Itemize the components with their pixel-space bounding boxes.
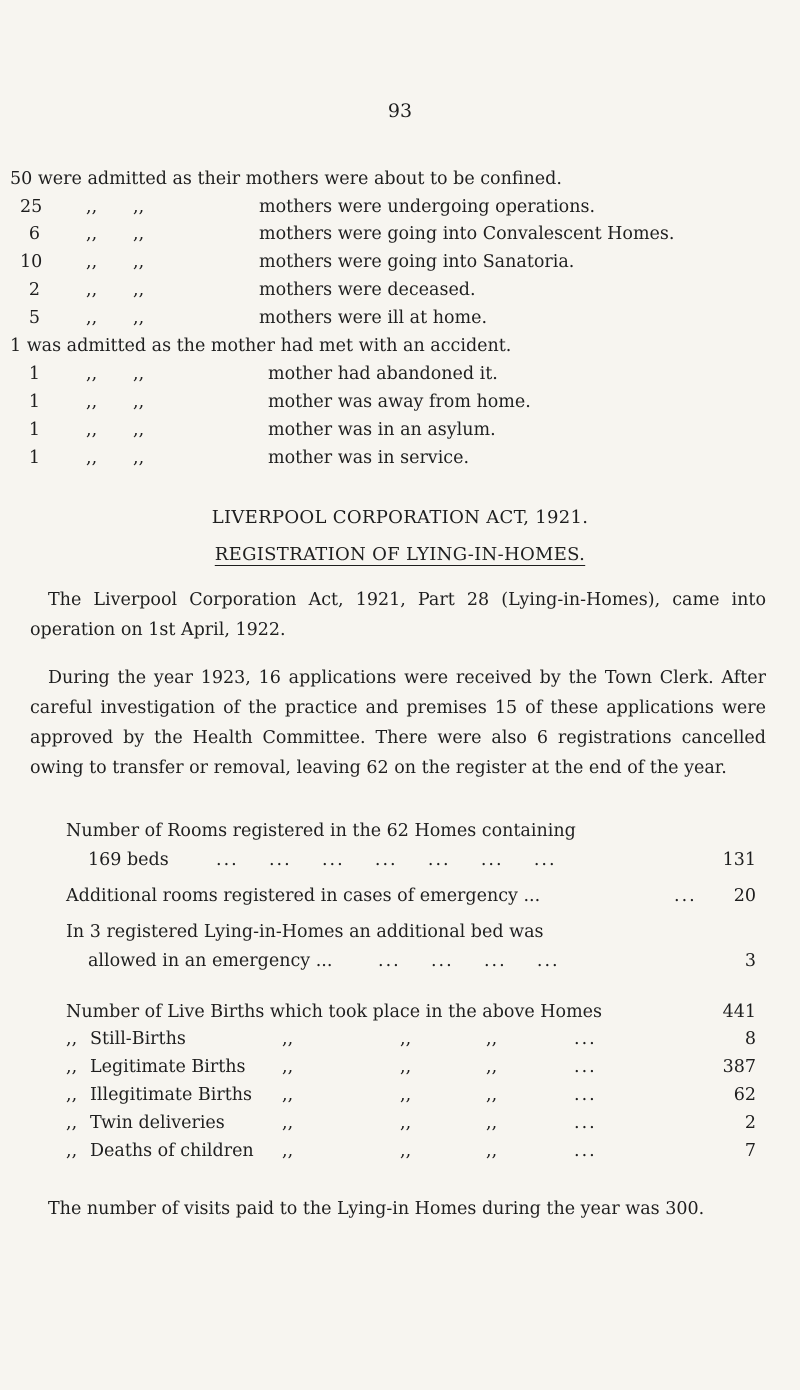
admission-reason: mothers were going into Convalescent Homes. <box>259 224 675 244</box>
births-label: Number of Live Births which took place in the above Homes <box>66 1002 602 1022</box>
ditto-mark: ,, <box>133 280 145 300</box>
ditto-mark: ,, <box>86 308 98 328</box>
births-label: Still-Births <box>90 1029 186 1049</box>
births-value: 8 <box>744 1029 756 1049</box>
ditto-mark: ,, <box>66 1141 78 1161</box>
admission-reason: mothers were deceased. <box>259 280 476 300</box>
admission-count: 1 <box>28 420 40 440</box>
admission-reason: mother had abandoned it. <box>268 364 498 384</box>
admission-count: 6 <box>28 224 40 244</box>
ditto-mark: ,, <box>133 252 145 272</box>
admission-reason: mother was in an asylum. <box>268 420 496 440</box>
ditto-mark: ,, <box>86 280 98 300</box>
leader-dots: ... <box>574 1085 597 1105</box>
ditto-mark: ,, <box>400 1029 412 1049</box>
ditto-mark: ,, <box>86 364 98 384</box>
ditto-mark: ,, <box>486 1113 498 1133</box>
admission-reason: mothers were ill at home. <box>259 308 488 328</box>
leader-dots: ... <box>574 1029 597 1049</box>
admission-second-text: 1 was admitted as the mother had met with an accident. <box>10 336 512 356</box>
births-label: Deaths of children <box>90 1141 254 1161</box>
admission-reason: mother was in service. <box>268 448 470 468</box>
births-value: 2 <box>744 1113 756 1133</box>
leader-dots: ... <box>574 1057 597 1077</box>
births-label: Twin deliveries <box>90 1113 225 1133</box>
ditto-mark: ,, <box>282 1113 294 1133</box>
ditto-mark: ,, <box>486 1029 498 1049</box>
ditto-mark: ,, <box>66 1113 78 1133</box>
ditto-mark: ,, <box>282 1029 294 1049</box>
rooms-value: 131 <box>722 850 756 870</box>
paragraph-visits: The number of visits paid to the Lying-in Homes during the year was 300. <box>48 1199 705 1219</box>
admission-count: 1 <box>28 448 40 468</box>
ditto-mark: ,, <box>86 420 98 440</box>
ditto-mark: ,, <box>486 1141 498 1161</box>
admission-count: 5 <box>28 308 40 328</box>
ditto-mark: ,, <box>133 224 145 244</box>
ditto-mark: ,, <box>282 1085 294 1105</box>
admission-count: 1 <box>28 364 40 384</box>
admission-count: 10 <box>20 252 43 272</box>
rooms-label: Number of Rooms registered in the 62 Homes containing <box>66 821 576 841</box>
ditto-mark: ,, <box>86 224 98 244</box>
rooms-label: In 3 registered Lying-in-Homes an additional bed was <box>66 922 544 942</box>
ditto-mark: ,, <box>86 448 98 468</box>
ditto-mark: ,, <box>86 252 98 272</box>
ditto-mark: ,, <box>486 1057 498 1077</box>
births-value: 7 <box>744 1141 756 1161</box>
leader-dots: ... <box>574 1113 597 1133</box>
ditto-mark: ,, <box>400 1057 412 1077</box>
admission-reason: mothers were going into Sanatoria. <box>259 252 575 272</box>
admission-count: 25 <box>20 197 43 217</box>
ditto-mark: ,, <box>66 1057 78 1077</box>
act-heading: LIVERPOOL CORPORATION ACT, 1921. <box>211 507 589 528</box>
ditto-mark: ,, <box>133 420 145 440</box>
section-heading: REGISTRATION OF LYING-IN-HOMES. <box>214 544 586 565</box>
rooms-label: 169 beds <box>88 850 169 870</box>
admission-reason: mothers were undergoing operations. <box>259 197 596 217</box>
rooms-label: Additional rooms registered in cases of emergency ... <box>66 886 541 906</box>
admission-count: 1 <box>28 392 40 412</box>
ditto-mark: ,, <box>133 364 145 384</box>
leader-dots: ... ... ... ... <box>378 951 560 971</box>
ditto-mark: ,, <box>133 448 145 468</box>
leader-dots: ... ... ... ... ... ... ... <box>216 850 557 870</box>
ditto-mark: ,, <box>133 392 145 412</box>
births-value: 441 <box>722 1002 756 1022</box>
paragraph-act-commencement: The Liverpool Corporation Act, 1921, Part 28 (Lying-in-Homes), came into operation on 1st April, 1922. <box>30 590 766 640</box>
ditto-mark: ,, <box>400 1141 412 1161</box>
leader-dots: ... <box>674 886 697 906</box>
admission-count: 2 <box>28 280 40 300</box>
ditto-mark: ,, <box>86 197 98 217</box>
rooms-label: allowed in an emergency ... <box>88 951 333 971</box>
admission-first-text: 50 were admitted as their mothers were about to be confined. <box>10 169 562 189</box>
ditto-mark: ,, <box>86 392 98 412</box>
ditto-mark: ,, <box>133 308 145 328</box>
rooms-value: 20 <box>733 886 756 906</box>
ditto-mark: ,, <box>282 1057 294 1077</box>
births-label: Illegitimate Births <box>90 1085 252 1105</box>
rooms-value: 3 <box>744 951 756 971</box>
ditto-mark: ,, <box>282 1141 294 1161</box>
admission-reason: mother was away from home. <box>268 392 531 412</box>
births-label: Legitimate Births <box>90 1057 246 1077</box>
page-number: 93 <box>387 100 413 122</box>
ditto-mark: ,, <box>486 1085 498 1105</box>
leader-dots: ... <box>574 1141 597 1161</box>
ditto-mark: ,, <box>400 1113 412 1133</box>
ditto-mark: ,, <box>66 1029 78 1049</box>
ditto-mark: ,, <box>133 197 145 217</box>
births-value: 387 <box>722 1057 756 1077</box>
births-value: 62 <box>733 1085 756 1105</box>
ditto-mark: ,, <box>66 1085 78 1105</box>
paragraph-applications: During the year 1923, 16 applications were received by the Town Clerk. After careful investigation of the practice and premises 15 of these applications were approved by the Health Committee. There were also 6 registrations cancelled owing to transfer or removal, leaving 62 on the register at the end of the year. <box>30 668 766 778</box>
ditto-mark: ,, <box>400 1085 412 1105</box>
